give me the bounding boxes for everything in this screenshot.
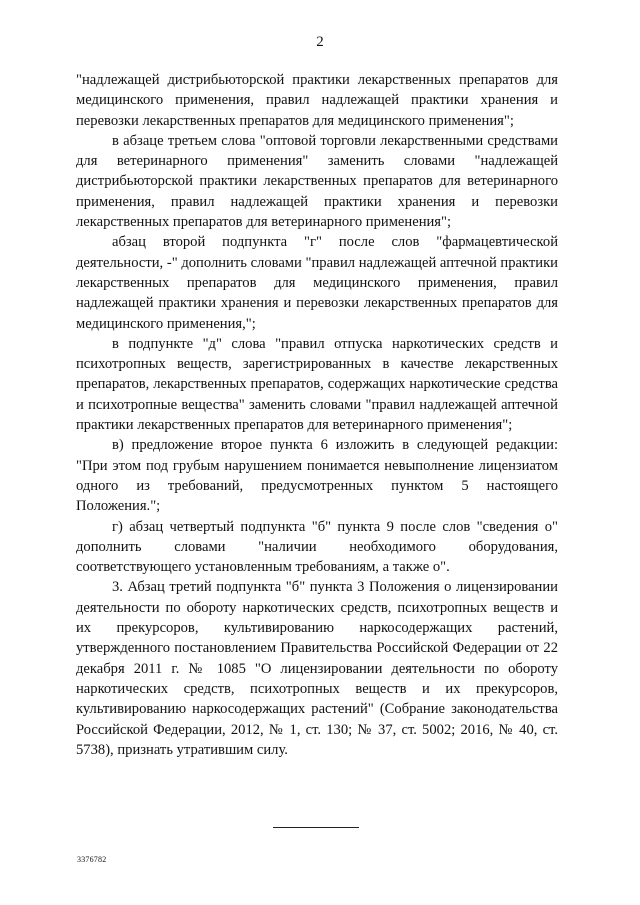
page-number: 2 (316, 34, 324, 50)
paragraph: в абзаце третьем слова "оптовой торговли лекарственными средствами для ветеринарного применения" заменить словами "надлежащей дистрибьюторской практики лекарственных препаратов для ветеринарного применения, правил надлежащей практики хранения и перевозки лекарственных препаратов для ветеринарного применения"; (76, 132, 558, 231)
document-body (76, 70, 558, 760)
paragraph-continuation: "надлежащей дистрибьюторской практики лекарственных препаратов для медицинского применения, правил надлежащей практики хранения и перевозки лекарственных препаратов для медицинского применения"; (76, 72, 558, 129)
paragraph: в) предложение второе пункта 6 изложить в следующей редакции: "При этом под грубым нарушением понимается невыполнение лицензиатом одного из требований, предусмотренных пунктом 5 настоящего Положения."; (76, 437, 558, 515)
paragraph: г) абзац четвертый подпункта "б" пункта 9 после слов "сведения о" дополнить словами "наличии необходимого оборудования, соответствующего установленным требованиям, а также о". (76, 518, 558, 576)
paragraph: абзац второй подпункта "г" после слов "фармацевтической деятельности, -" дополнить словами "правил надлежащей аптечной практики лекарственных препаратов для медицинского применения, правил надлежащей практики хранения и перевозки лекарственных препаратов для медицинского применения,"; (76, 234, 558, 332)
end-divider-line (273, 827, 359, 828)
paragraph: в подпункте "д" слова "правил отпуска наркотических средств и психотропных веществ, зарегистрированных в качестве лекарственных препаратов, лекарственных препаратов, содержащих наркотические средства и психотропные вещества" заменить словами "правил надлежащей аптечной практики лекарственных препаратов для ветеринарного применения"; (76, 335, 558, 434)
document-code: 3376782 (77, 855, 107, 864)
paragraph: 3. Абзац третий подпункта "б" пункта 3 Положения о лицензировании деятельности по обороту наркотических средств, психотропных веществ и их прекурсоров, культивированию наркосодержащих растений, утвержденного постановлением Правительства Российской Федерации от 22 декабря 2011 г. № 1085 "О лицензировании деятельности по обороту наркотических средств, психотропных веществ и их прекурсоров, культивированию наркосодержащих растений" (Собрание законодательства Российской Федерации, 2012, № 1, ст. 130; № 37, ст. 5002; 2016, № 40, ст. 5738), признать утратившим силу. (76, 579, 558, 758)
